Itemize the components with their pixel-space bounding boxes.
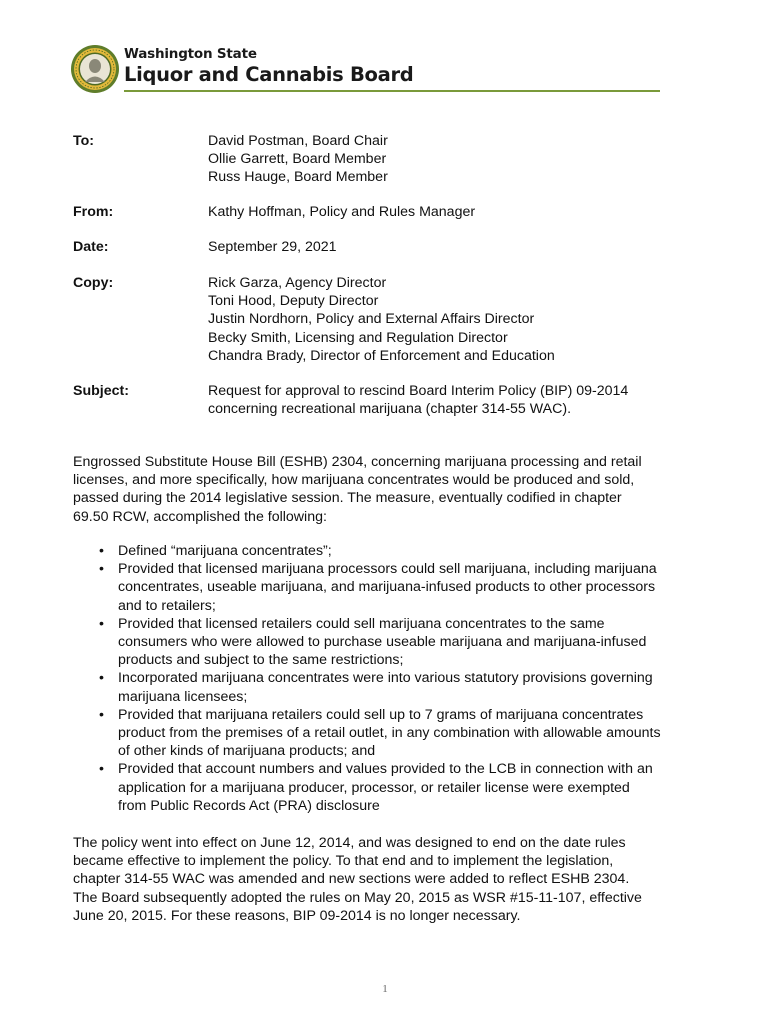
list-item: • Provided that licensed marijuana processors could sell marijuana, including marijuana concentrates, useable marijuana, and marijuana-infused products to other processors and to retailers; bbox=[99, 561, 657, 614]
to-recipient: David Postman, Board Chair bbox=[208, 133, 388, 149]
list-item: • Incorporated marijuana concentrates were into various statutory provisions governing marijuana licensees; bbox=[99, 670, 653, 705]
from-value: Kathy Hoffman, Policy and Rules Manager bbox=[208, 204, 476, 220]
copy-label: Copy: bbox=[73, 275, 114, 291]
letterhead-rule bbox=[124, 90, 660, 92]
list-item: • Provided that marijuana retailers could sell up to 7 grams of marijuana concentrates product from the premises of a retail outlet, in any combination with allowable amounts of other kinds of marijuana products; and bbox=[99, 706, 661, 760]
bullet-icon: • bbox=[99, 561, 104, 578]
copy-recipient: Rick Garza, Agency Director bbox=[208, 275, 387, 291]
list-item: • Defined “marijuana concentrates”; bbox=[99, 543, 332, 559]
page-number: 1 bbox=[382, 983, 388, 995]
subject-label: Subject: bbox=[73, 383, 129, 399]
bullet-icon: • bbox=[99, 670, 104, 687]
date-value: September 29, 2021 bbox=[208, 239, 337, 255]
closing-paragraph: The policy went into effect on June 12, 2014, and was designed to end on the date rules became effective to implement the policy. To that end and to implement the legislation, chapter 314-55 WAC was amended and new sections were added to reflect ESHB 2304. The Board subsequently adopted the rules on May 20, 2015 as WSR #15-11-107, effective June 20, 2015. For these reasons, BIP 09-2014 is no longer necessary. bbox=[73, 835, 642, 924]
letterhead-state: Washington State bbox=[124, 46, 257, 62]
letterhead-agency: Liquor and Cannabis Board bbox=[124, 63, 414, 86]
subject-line: Request for approval to rescind Board Interim Policy (BIP) 09-2014 bbox=[208, 383, 629, 399]
accomplishments-list bbox=[73, 542, 713, 815]
bullet-icon: • bbox=[99, 706, 104, 723]
bullet-icon: • bbox=[99, 761, 104, 778]
from-label: From: bbox=[73, 204, 114, 220]
state-seal-icon bbox=[70, 44, 120, 94]
subject-line: concerning recreational marijuana (chapter 314-55 WAC). bbox=[208, 401, 572, 418]
to-recipient: Ollie Garrett, Board Member bbox=[208, 151, 387, 168]
date-label: Date: bbox=[73, 239, 109, 255]
to-recipient: Russ Hauge, Board Member bbox=[208, 169, 388, 186]
list-item: • Provided that account numbers and values provided to the LCB in connection with an application for a marijuana producer, processor, or retailer license were exempted from Public Records Act (PRA) disclosure bbox=[99, 761, 653, 814]
bullet-icon: • bbox=[99, 615, 104, 632]
letterhead-title bbox=[124, 46, 413, 87]
copy-recipient: Chandra Brady, Director of Enforcement and Education bbox=[208, 347, 555, 364]
bullet-icon: • bbox=[99, 543, 104, 559]
list-item: • Provided that licensed retailers could sell marijuana concentrates to the same consumers who were allowed to purchase useable marijuana and marijuana-infused products and subject to the same restrictions; bbox=[99, 615, 647, 669]
copy-recipient: Justin Nordhorn, Policy and External Affairs Director bbox=[208, 311, 535, 328]
intro-paragraph: Engrossed Substitute House Bill (ESHB) 2304, concerning marijuana processing and retail licenses, and more specifically, how marijuana concentrates would be produced and sold, passed during the 2014 legislative session. The measure, eventually codified in chapter 69.50 RCW, accomplished the following: bbox=[73, 454, 642, 525]
copy-recipient: Toni Hood, Deputy Director bbox=[208, 293, 379, 310]
to-label: To: bbox=[73, 133, 95, 149]
copy-recipient: Becky Smith, Licensing and Regulation Director bbox=[208, 329, 508, 346]
